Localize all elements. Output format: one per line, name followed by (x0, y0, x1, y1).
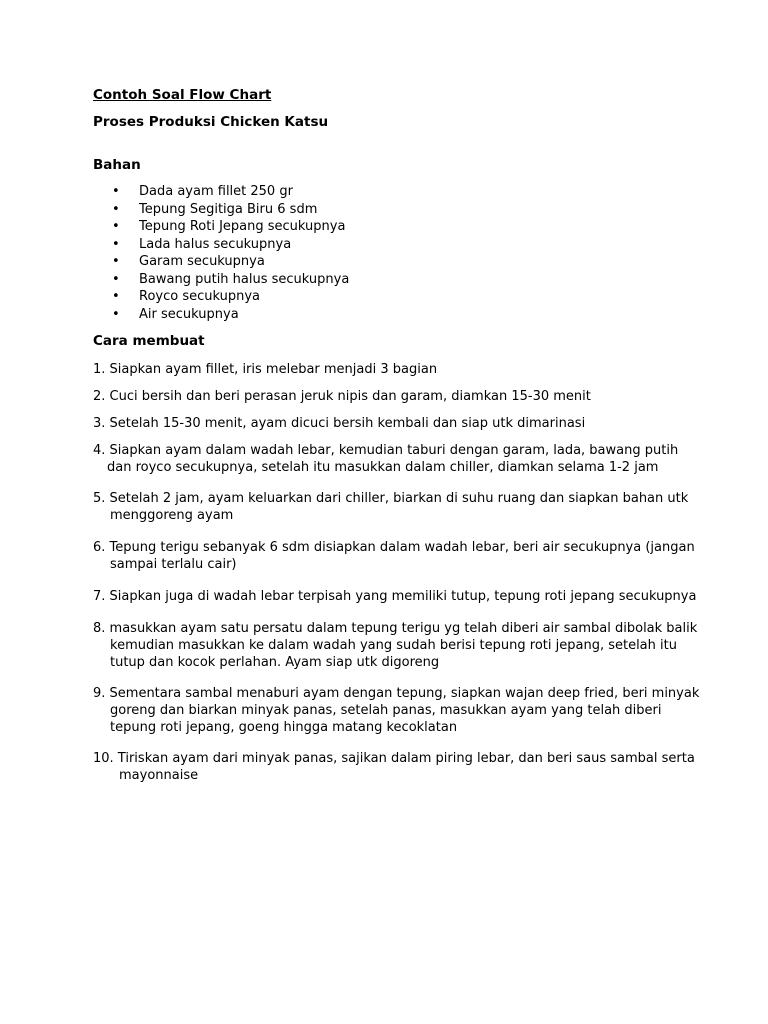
step-text: 5. Setelah 2 jam, ayam keluarkan dari chiller, biarkan di suhu ruang dan siapkan bahan utk (93, 491, 689, 506)
bullet-icon: • (112, 184, 120, 199)
ingredient-text: Air secukupnya (139, 306, 239, 322)
step-text: 4. Siapkan ayam dalam wadah lebar, kemudian taburi dengan garam, lada, bawang putih (93, 443, 679, 458)
step-3 (93, 415, 585, 432)
step-text: 9. Sementara sambal menaburi ayam dengan tepung, siapkan wajan deep fried, beri minyak (93, 686, 700, 701)
step-2 (93, 388, 591, 405)
step-text: 1. Siapkan ayam fillet, iris melebar menjadi 3 bagian (93, 362, 438, 377)
step-text: menggoreng ayam (110, 508, 234, 523)
step-text: 3. Setelah 15-30 menit, ayam dicuci bersih kembali dan siap utk dimarinasi (93, 416, 586, 431)
bullet-icon: • (112, 201, 120, 217)
bullet-icon: • (112, 271, 120, 287)
step-text: 8. masukkan ayam satu persatu dalam tepung terigu yg telah diberi air sambal dibolak balik (93, 621, 698, 636)
steps-heading: Cara membuat (93, 333, 205, 349)
step-text: 2. Cuci bersih dan beri perasan jeruk nipis dan garam, diamkan 15-30 menit (93, 389, 591, 404)
step-7 (93, 588, 696, 605)
ingredients-heading: Bahan (93, 157, 141, 173)
step-10 (93, 750, 695, 784)
ingredient-text: Royco secukupnya (139, 289, 261, 304)
step-9 (93, 685, 699, 736)
bullet-icon: • (112, 236, 120, 252)
step-1 (93, 361, 437, 378)
ingredient-text: Garam secukupnya (139, 254, 265, 269)
step-text: 10. Tiriskan ayam dari minyak panas, sajikan dalam piring lebar, dan beri saus sambal serta (93, 751, 695, 766)
bullet-icon: • (112, 254, 120, 269)
step-5 (93, 490, 688, 524)
step-text: mayonnaise (119, 768, 199, 783)
step-text: dan royco secukupnya, setelah itu masukkan dalam chiller, diamkan selama 1-2 jam (107, 460, 659, 475)
step-8 (93, 620, 697, 671)
bullet-icon: • (112, 306, 120, 322)
bullet-icon: • (112, 289, 120, 304)
ingredient-text: Tepung Segitiga Biru 6 sdm (139, 201, 318, 217)
step-4 (93, 442, 678, 476)
step-text: tutup dan kocok perlahan. Ayam siap utk digoreng (110, 655, 440, 670)
step-6 (93, 539, 695, 573)
document-subtitle: Proses Produksi Chicken Katsu (93, 114, 329, 130)
ingredient-text: Tepung Roti Jepang secukupnya (139, 219, 346, 234)
ingredient-text: Lada halus secukupnya (139, 236, 292, 252)
step-text: goreng dan biarkan minyak panas, setelah panas, masukkan ayam yang telah diberi (110, 703, 662, 718)
step-text: sampai terlalu cair) (110, 557, 237, 572)
step-text: kemudian masukkan ke dalam wadah yang sudah berisi tepung roti jepang, setelah itu (110, 638, 677, 653)
step-text: 7. Siapkan juga di wadah lebar terpisah yang memiliki tutup, tepung roti jepang secukupnya (93, 589, 697, 604)
bullet-icon: • (112, 219, 120, 234)
step-text: tepung roti jepang, goeng hingga matang kecoklatan (110, 720, 458, 735)
step-text: 6. Tepung terigu sebanyak 6 sdm disiapkan dalam wadah lebar, beri air secukupnya (jangan (93, 540, 695, 555)
ingredient-text: Bawang putih halus secukupnya (139, 271, 350, 287)
ingredient-text: Dada ayam fillet 250 gr (139, 184, 293, 199)
document-title: Contoh Soal Flow Chart (93, 87, 272, 103)
